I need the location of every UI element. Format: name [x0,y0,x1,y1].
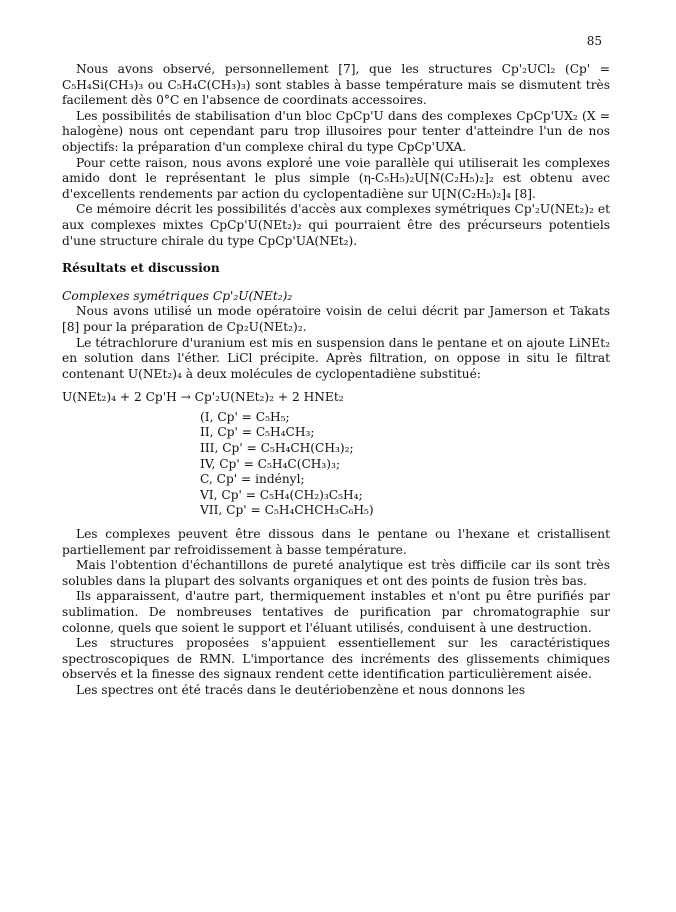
page-number: 85 [586,34,602,48]
paragraph-procedure: Le tétrachlorure d'uranium est mis en suspension dans le pentane et on ajoute LiNEt₂ en solution dans l'éther. LiCl précipite. Après filtration, on oppose in situ le filtrat contenant U(NEt₂)₄ à deux molécules de cyclopentadiène substitué: [62,335,610,381]
paragraph-instability: Ils apparaissent, d'autre part, thermiquement instables et n'ont pu être purifiés par sublimation. De nombreuses tentatives de purification par chromatographie sur colonne, quels que soient le support et l'éluant utilisés, conduisent à une destruction. [62,589,610,635]
compound-item: VII, Cp' = C₅H₄CHCH₃C₆H₅) [200,503,374,518]
body-text [62,62,610,699]
paragraph-stabilisation: Les possibilités de stabilisation d'un bloc CpCp'U dans des complexes CpCp'UX₂ (X = halogène) nous ont cependant paru trop illusoires pour tenter d'atteindre l'un de nos objectifs: la préparation d'un complexe chiral du type CpCp'UXA. [62,108,610,154]
paragraph-spectra: Les spectres ont été tracés dans le deutériobenzène et nous donnons les [76,682,526,697]
paragraph-solubility: Les complexes peuvent être dissous dans le pentane ou l'hexane et cristallisent partiellement par refroidissement à basse température. [62,527,610,557]
paragraph-amido-route: Pour cette raison, nous avons exploré une voie parallèle qui utiliserait les complexes amido dont le représentant le plus simple (η-C₅H₅)₂U[N(C₂H₅)₂]₂ est obtenu avec d'excellents rendements par action du cyclopentadiène sur U[N(C₂H₅)₂]₄ [8]. [62,155,610,201]
paragraph-method: Nous avons utilisé un mode opératoire voisin de celui décrit par Jamerson et Takats [8] pour la préparation de Cp₂U(NEt₂)₂. [62,304,610,334]
compound-item: II, Cp' = C₅H₄CH₃; [200,425,315,440]
compound-item: VI, Cp' = C₅H₄(CH₂)₃C₅H₄; [200,487,363,502]
compound-item: (I, Cp' = C₅H₅; [200,409,290,424]
paragraph-nmr: Les structures proposées s'appuient essentiellement sur les caractéristiques spectroscopiques de RMN. L'importance des incréments des glissements chimiques observés et la finesse des signaux rendent cette identification particulièrement aisée. [62,636,610,682]
reaction-equation: U(NEt₂)₄ + 2 Cp'H → Cp'₂U(NEt₂)₂ + 2 HNEt₂ [62,390,344,405]
compound-list [200,410,610,519]
compound-item: III, Cp' = C₅H₄CH(CH₃)₂; [200,441,354,456]
paragraph-structures-observed: Nous avons observé, personnellement [7], que les structures Cp'₂UCl₂ (Cp' = C₅H₄Si(CH₃)₃ ou C₅H₄C(CH₃)₃) sont stables à basse température mais se dismutent très facilement dès 0°C en l'absence de coordinats accessoires. [62,62,610,108]
subsection-heading: Complexes symétriques Cp'₂U(NEt₂)₂ [62,288,293,303]
paragraph-purity: Mais l'obtention d'échantillons de pureté analytique est très difficile car ils sont très solubles dans la plupart des solvants organiques et ont des points de fusion très bas. [62,558,610,588]
compound-item: IV, Cp' = C₅H₄C(CH₃)₃; [200,456,341,471]
paragraph-memoir-scope: Ce mémoire décrit les possibilités d'accès aux complexes symétriques Cp'₂U(NEt₂)₂ et aux complexes mixtes CpCp'U(NEt₂)₂ qui pourraient être des précurseurs potentiels d'une structure chirale du type CpCp'UA(NEt₂). [62,202,610,248]
compound-item: C, Cp' = indényl; [200,472,305,487]
section-heading: Résultats et discussion [62,261,220,276]
